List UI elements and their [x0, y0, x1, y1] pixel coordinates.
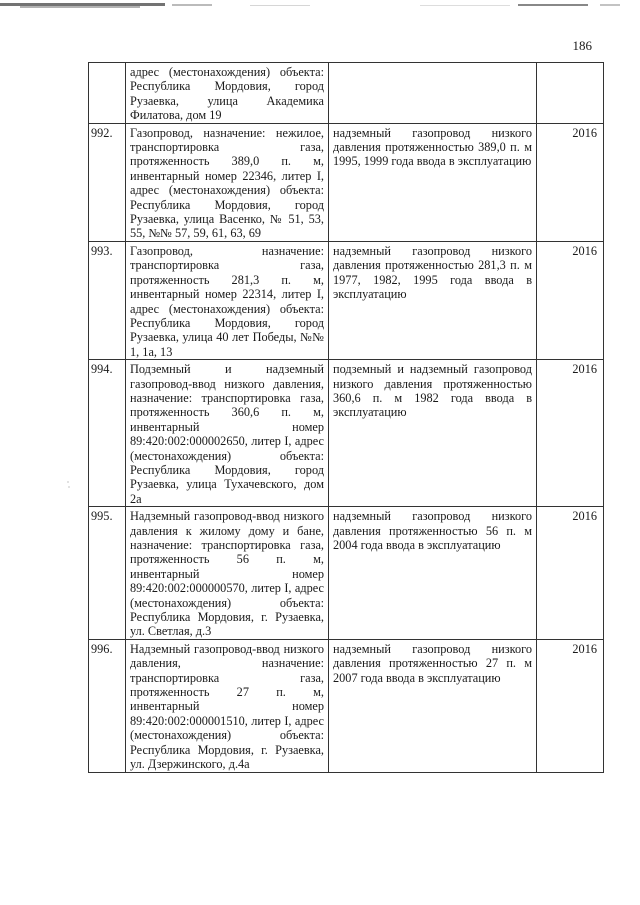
object-characteristics — [329, 241, 537, 359]
table-row — [89, 241, 604, 359]
year: 2016 — [537, 639, 604, 772]
scan-artifact-top-edge — [0, 0, 640, 14]
characteristics-text: надземный газопровод низкого давления протяженностью 281,3 п. м 1977, 1982, 1995 года ввода в эксплуатацию — [333, 243, 532, 302]
object-text: Надземный газопровод-ввод низкого давления к жилому дому и бане, назначение: транспортировка газа, протяженность 56 п. м, инвентарный номер 89:420:002:000000570, литер I, адрес (местонахождения) объекта: Республика Мордовия, г. Рузаевка, ул. Светлая, д.3 — [130, 509, 324, 639]
year: 2016 — [537, 123, 604, 241]
table-row — [89, 123, 604, 241]
table-row — [89, 360, 604, 507]
year: 2016 — [537, 360, 604, 507]
table-row — [89, 639, 604, 772]
object-text: Газопровод, назначение: нежилое, транспортировка газа, протяженность 389,0 п. м, инвентарный номер 22346, литер I, адрес (местонахождения) объекта: Республика Мордовия, город Рузаевка, улица Васенко, № 51, 53, 55, №№ 57, 59, 61, 63, 69 — [130, 125, 324, 241]
row-number — [89, 63, 126, 124]
year — [537, 63, 604, 124]
object-text: Газопровод, назначение: транспортировка газа, протяженность 281,3 п. м, инвентарный номер 22314, литер I, адрес (местонахождения) объекта: Республика Мордовия, город Рузаевка, улица 40 лет Победы, №№ 1, 1а, 13 — [130, 243, 324, 359]
object-characteristics — [329, 360, 537, 507]
object-characteristics — [329, 63, 537, 124]
year: 2016 — [537, 241, 604, 359]
characteristics-text: подземный и надземный газопровод низкого давления протяженностью 360,6 п. м 1982 года ввода в эксплуатацию — [333, 362, 532, 420]
object-text: адрес (местонахождения) объекта: Республика Мордовия, город Рузаевка, улица Академика Филатова, дом 19 — [130, 65, 324, 123]
characteristics-text: надземный газопровод низкого давления протяженностью 389,0 п. м 1995, 1999 года ввода в эксплуатацию — [333, 125, 532, 169]
characteristics-text: надземный газопровод низкого давления протяженностью 27 п. м 2007 года ввода в эксплуатацию — [333, 641, 532, 685]
object-description — [126, 360, 329, 507]
property-registry-table — [88, 62, 604, 773]
object-description — [126, 639, 329, 772]
row-number: 992. — [89, 123, 126, 241]
table-row — [89, 507, 604, 640]
row-number: 993. — [89, 241, 126, 359]
scan-artifact-left-margin — [66, 480, 72, 490]
table-row — [89, 63, 604, 124]
row-number: 994. — [89, 360, 126, 507]
object-description — [126, 63, 329, 124]
object-characteristics — [329, 639, 537, 772]
row-number: 995. — [89, 507, 126, 640]
page-number: 186 — [572, 38, 592, 53]
object-description — [126, 507, 329, 640]
object-text: Подземный и надземный газопровод-ввод низкого давления, назначение: транспортировка газа, протяженность 360,6 п. м, инвентарный номер 89:420:002:000002650, литер I, адрес (местонахождения) объекта: Республика Мордовия, город Рузаевка, улица Тухачевского, дом 2а — [130, 362, 324, 506]
year: 2016 — [537, 507, 604, 640]
object-text: Надземный газопровод-ввод низкого давления, назначение: транспортировка газа, протяженность 27 п. м, инвентарный номер 89:420:002:000001510, литер I, адрес (местонахождения) объекта: Республика Мордовия, г. Рузаевка, ул. Дзержинского, д.4а — [130, 641, 324, 772]
object-characteristics — [329, 507, 537, 640]
characteristics-text: надземный газопровод низкого давления протяженностью 56 п. м 2004 года ввода в эксплуатацию — [333, 509, 532, 552]
object-description — [126, 241, 329, 359]
object-characteristics — [329, 123, 537, 241]
row-number: 996. — [89, 639, 126, 772]
object-description — [126, 123, 329, 241]
